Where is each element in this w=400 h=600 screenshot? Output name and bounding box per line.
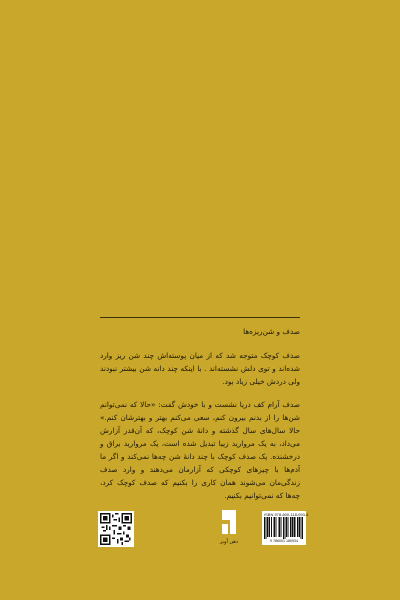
barcode-digits: 9 786001 180934 — [270, 539, 298, 543]
publisher-logo-icon — [219, 508, 239, 538]
qr-code-icon — [98, 511, 134, 547]
back-cover-text — [100, 325, 300, 512]
publisher-name: ذهن آویز — [219, 539, 239, 545]
isbn-number: ISBN 978-600-118-093-4 — [264, 512, 309, 517]
divider-line — [100, 317, 300, 318]
summary-paragraph-1: صدف کوچک متوجه شد که از میان پوسته‌اش چند شن ریز وارد شده‌اند و توی دلش نشسته‌اند . با اینکه چند دانه شن بیشتر نبودند ولی دردش خیلی زیاد بود. — [100, 351, 300, 386]
isbn-barcode-icon — [264, 517, 304, 539]
book-title: صدف و شن‌ریزه‌ها — [243, 327, 300, 336]
summary-paragraph-2: صدف آرام کف دریا نشست و با خودش گفت: «حالا که نمی‌توانم شن‌ها را از بدنم بیرون کنم، سعی می‌کنم بهتر و بهترشان کنم.» حالا سال‌های سال گذشته و دانهٔ شن کوچک، که آن‌قدر آزارش می‌داد، به یک مروارید زیبا تبدیل شده است، یک مروارید براق و درخشنده. یک صدف کوچک با چند دانهٔ شن چه‌ها نمی‌کند و اگر ما آدم‌ها با چیزهای کوچکی که آزارمان می‌دهند و وارد صدف زندگی‌مان می‌شوند همان کاری را بکنیم که صدف کوچک کرد، چه‌ها که نمی‌توانیم بکنیم. — [100, 400, 300, 500]
publisher-logo — [216, 508, 242, 550]
isbn-barcode — [262, 511, 309, 545]
